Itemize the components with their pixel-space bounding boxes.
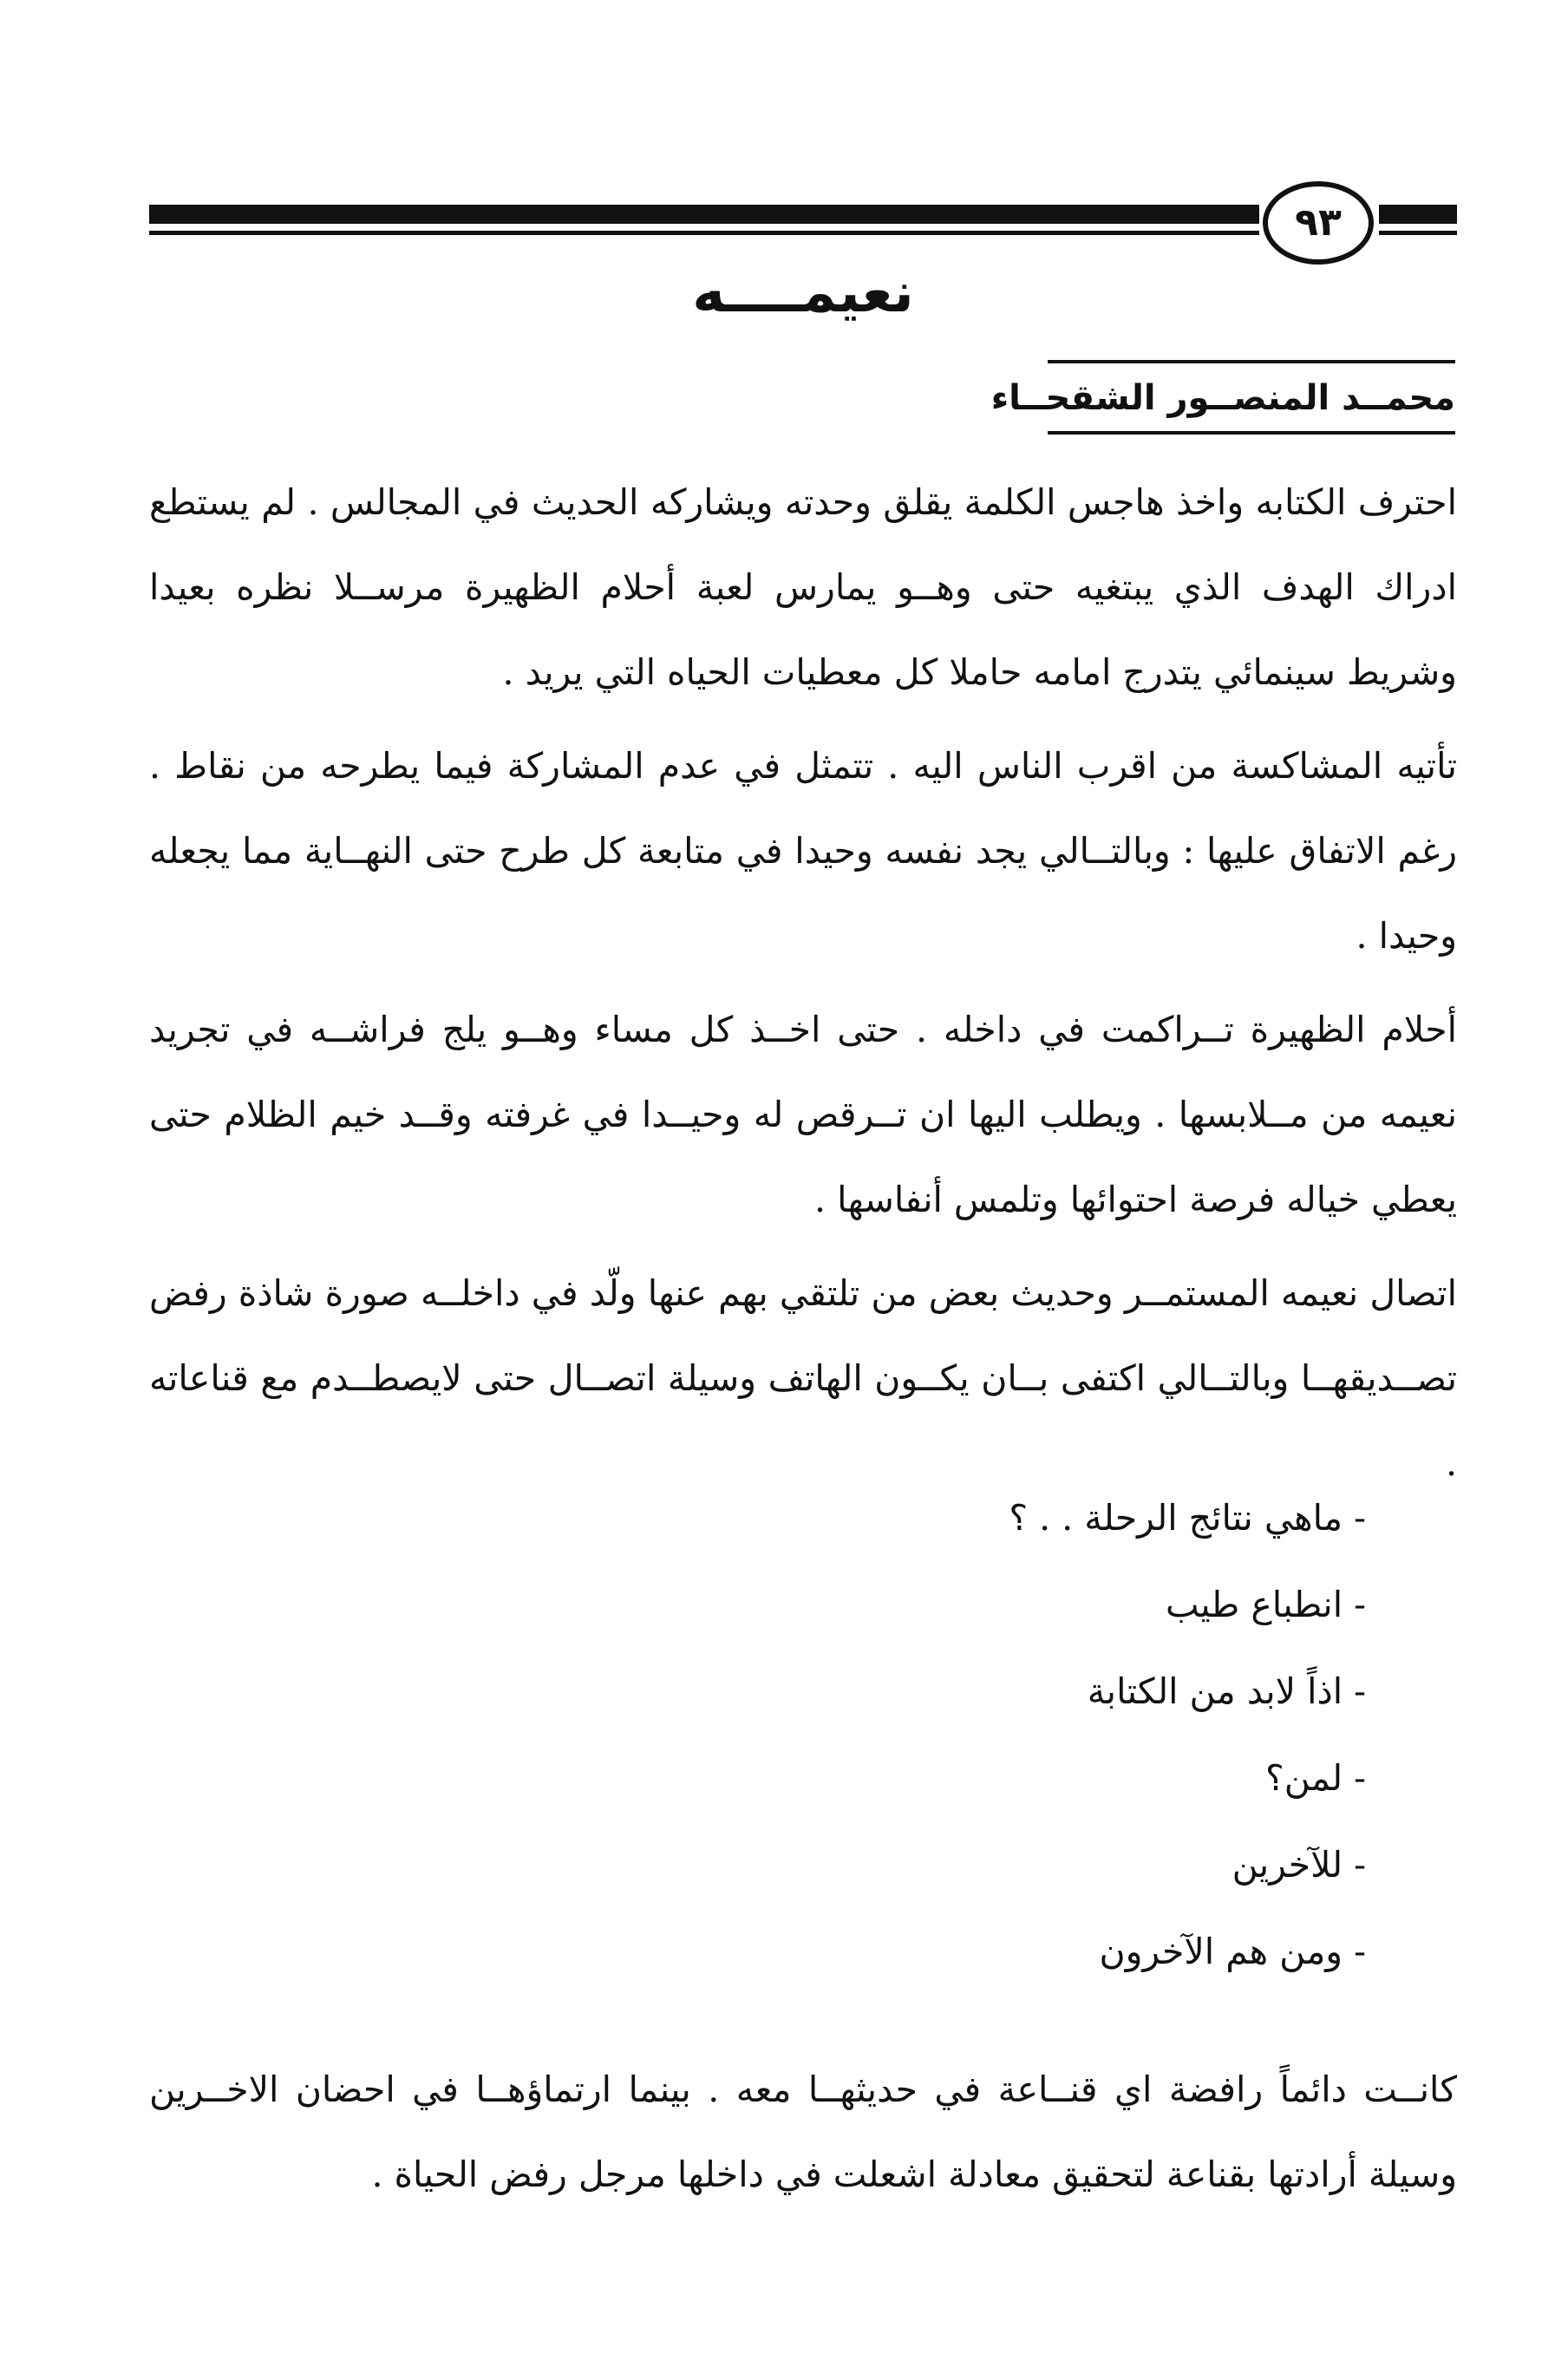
header-rule-thin <box>149 231 1259 235</box>
author-rule-bottom <box>1048 431 1455 435</box>
paragraph-1: احترف الكتابه واخذ هاجس الكلمة يقلق وحدته ويشاركه الحديث في المجالس . لم يستطع ادراك الهدف الذي يبتغيه حتى وهــو يمارس لعبة أحلام الظهيرة مرســلا نظره بعيدا وشريط سينمائي يتدرج امامه حاملا كل معطيات الحياه التي يريد . <box>149 481 1457 693</box>
author-block <box>990 360 1455 435</box>
page-number-badge <box>1263 181 1374 265</box>
paragraph-3: أحلام الظهيرة تــراكمت في داخله . حتى اخــذ كل مساء وهــو يلج فراشــه في تجريد نعيمه من مــلابسها . ويطلب اليها ان تــرقص له وحيــدا في غرفته وقــد خيم الظلام حتى يعطي خياله فرصة احتوائها وتلمس أنفاسها . <box>149 1009 1457 1220</box>
story-title: نعيمــــه <box>692 261 914 325</box>
story-body <box>149 460 1457 1506</box>
header-rule-thick <box>149 205 1259 224</box>
dialog-line-1: - ماهي نتائج الرحلة . . ؟ <box>1009 1497 1366 1539</box>
dialog-line-2: - انطباع طيب <box>1166 1584 1366 1625</box>
paragraph-4: اتصال نعيمه المستمــر وحديث بعض من تلتقي بهم عنها ولّد في داخلــه صورة شاذة رفض تصــديقهــا وبالتــالي اكتفى بــان يكــون الهاتف وسيلة اتصــال حتى لايصطــدم مع قناعاته . <box>149 1272 1457 1484</box>
paragraph-2: تأتيه المشاكسة من اقرب الناس اليه . تتمثل في عدم المشاركة فيما يطرحه من نقاط . رغم الاتفاق عليها : وبالتــالي يجد نفسه وحيدا في متابعة كل طرح حتى النهــاية مما يجعله وحيدا . <box>149 745 1457 957</box>
dialog-line-3: - اذاً لابد من الكتابة <box>1087 1670 1366 1712</box>
page-number: ٩٣ <box>1295 200 1342 245</box>
page-header <box>149 186 1457 265</box>
dialog-line-6: - ومن هم الآخرون <box>1099 1931 1366 1972</box>
dialog-line-4: - لمن؟ <box>1264 1757 1366 1799</box>
dialog-line-5: - للآخرين <box>1232 1844 1366 1886</box>
dialog-block <box>149 1474 1457 1995</box>
author-name: محمــد المنصــور الشقحــاء <box>990 378 1455 418</box>
header-rule-thick-right <box>1379 205 1457 224</box>
closing-paragraph: كانــت دائماً رافضة اي قنــاعة في حديثهــا معه . بينما ارتماؤهــا في احضان الاخــرين وسيلة أرادتها بقناعة لتحقيق معادلة اشعلت في داخلها مرجل رفض الحياة . <box>149 2069 1457 2195</box>
header-rule-thin-right <box>1379 231 1457 235</box>
